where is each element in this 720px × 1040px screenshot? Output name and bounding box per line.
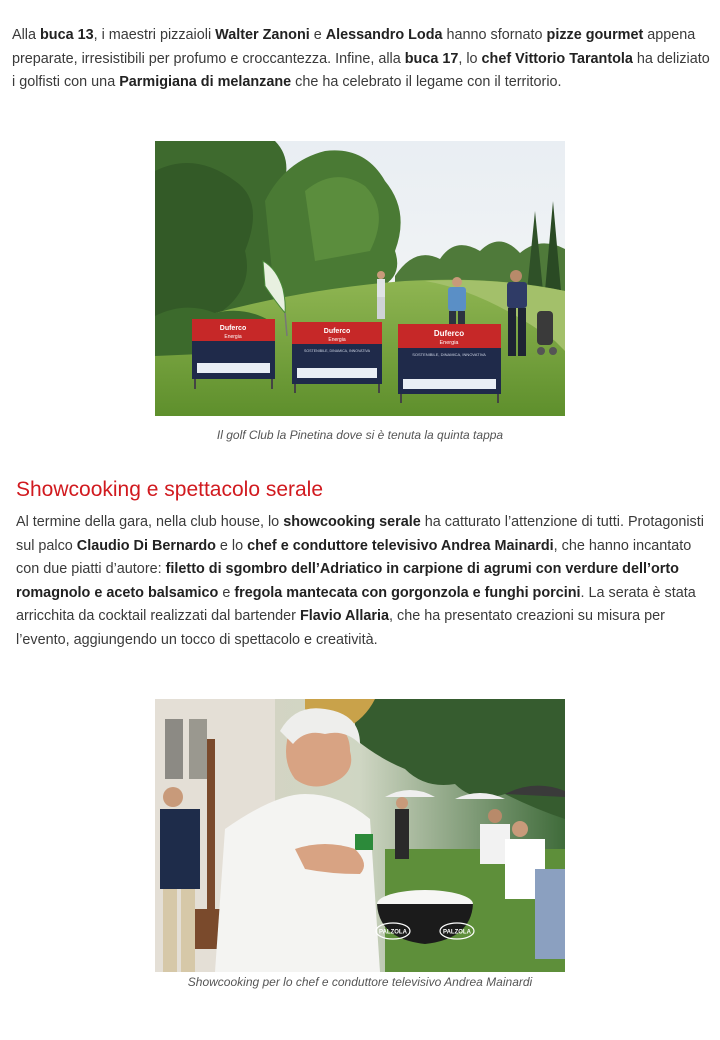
golf-course-photo [155,141,565,416]
text-run: Al termine della gara, nella club house, lo [16,514,284,530]
banner-sub-text: Energia [328,337,346,343]
bold-run: showcooking serale [283,514,421,530]
sponsor-banner [292,322,382,393]
sponsor-banner [192,319,275,389]
text-run: e [309,27,326,43]
text-run: ha catturato l’attenzione di tutti. Protagonisti sul palco [16,514,704,554]
banner-brand-text: Duferco [219,325,247,332]
bold-run: Parmigiana di melanzane [119,74,292,90]
banner-brand-text: Duferco [433,329,465,338]
bold-run: Walter Zanoni [215,27,310,43]
banner-sub-text: Energia [224,334,242,340]
photo-caption: Il golf Club la Pinetina dove si è tenuta la quinta tappa [216,428,504,442]
bold-run: filetto di sgombro dell’Adriatico in carpione di agrumi con verdure dell’orto romagnolo e aceto balsamico [16,561,679,601]
bold-run: buca 13 [40,27,94,43]
bold-run: fregola mantecata con gorgonzola e funghi porcini [234,584,581,601]
text-run: . La serata è stata arricchita da cocktail realizzati dal bartender [16,584,696,624]
banner-tagline-text: SOSTENIBILE, DINAMICA, INNOVATIVA [303,349,371,353]
showcooking-illustration [155,699,565,972]
photo-caption: Showcooking per lo chef e conduttore televisivo Andrea Mainardi [187,975,533,989]
banner-sub-text: Energia [439,340,459,346]
golf-course-illustration [155,141,565,416]
text-run: , che hanno incantato con due piatti d’autore: [16,537,692,577]
bold-run: pizze gourmet [546,27,644,43]
bold-run: chef e conduttore televisivo Andrea Mainardi [247,537,554,554]
bold-run: buca 17 [404,50,459,67]
text-run: , i maestri pizzaioli [93,27,216,43]
bold-run: Flavio Allaria [299,608,389,624]
section-paragraph [16,511,714,652]
text-run: ha deliziato i golfisti con una [12,50,710,90]
sponsor-banner [398,324,501,403]
text-run: appena preparate, irresistibili per profumo e croccantezza. Infine, alla [12,27,696,67]
section-heading: Showcooking e spettacolo serale [16,478,324,501]
intro-paragraph [12,24,712,95]
text-run: e lo [215,537,248,554]
text-run: e [218,584,235,601]
text-run: , che ha presentato creazioni su misura per l’evento, aggiungendo un tocco di spettacolo e creatività. [16,608,665,648]
showcooking-photo [155,699,565,972]
text-run: , lo [458,50,482,67]
banner-tagline-text: SOSTENIBILE, DINAMICA, INNOVATIVA [412,352,486,357]
bold-run: Alessandro Loda [325,27,443,43]
text-run: Alla [12,27,40,43]
text-run: hanno sfornato [442,27,547,43]
bold-run: Claudio Di Bernardo [76,537,216,554]
bowl-label-text: PALZOLA [443,929,471,936]
bowl-label-text: PALZOLA [379,929,407,936]
text-run: che ha celebrato il legame con il territorio. [291,74,562,90]
bold-run: chef Vittorio Tarantola [481,50,633,67]
banner-brand-text: Duferco [323,328,351,335]
